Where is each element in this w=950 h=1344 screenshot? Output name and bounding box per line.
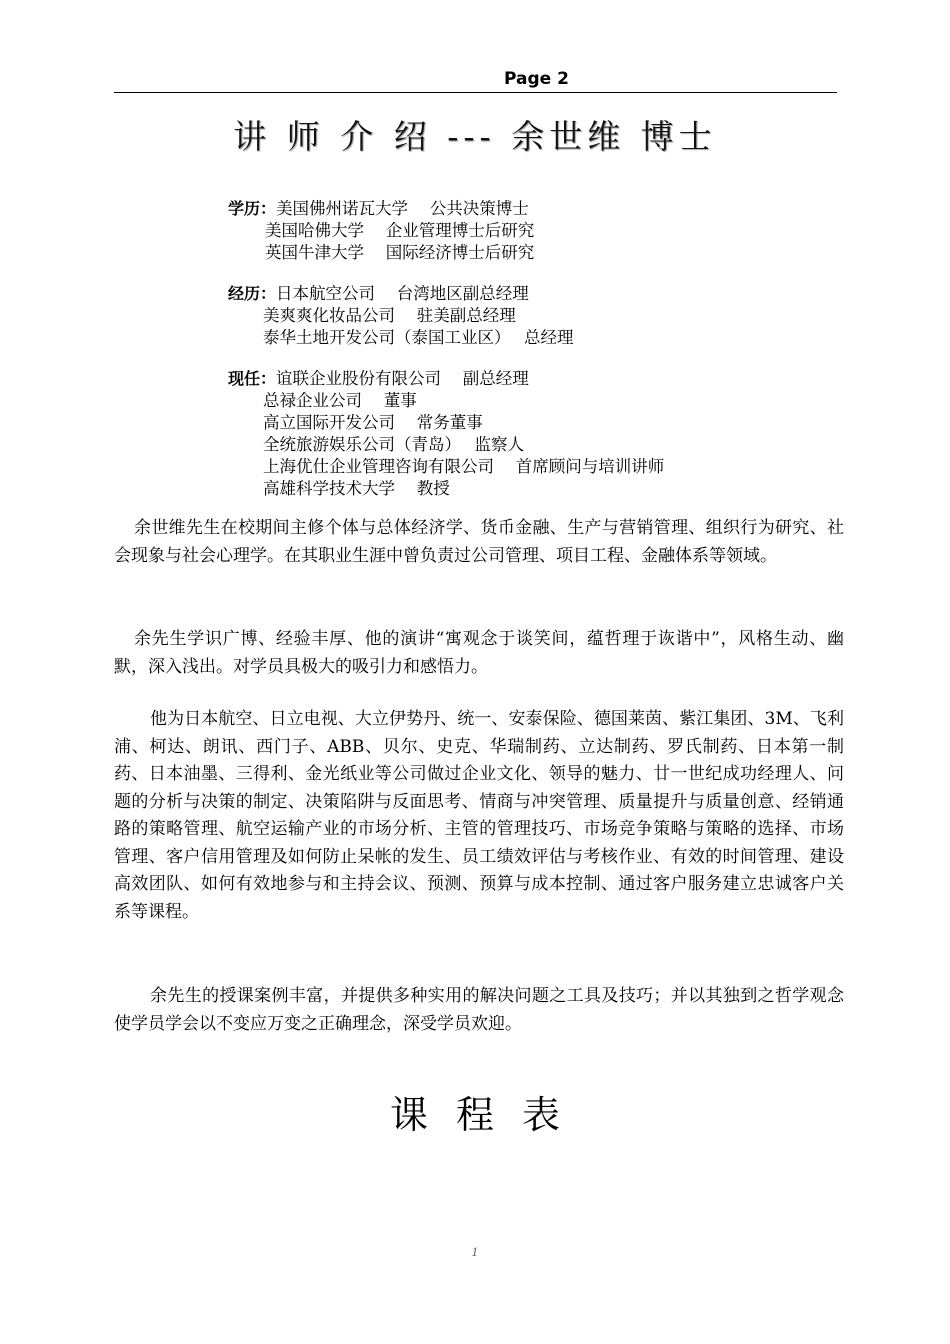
current-item: 上海优仕企业管理咨询有限公司 首席顾问与培训讲师 (263, 457, 665, 476)
education-label: 学历： (228, 199, 277, 218)
bio-paragraph: 余世维先生在校期间主修个体与总体经济学、货币金融、生产与营销管理、组织行为研究、社会现象与社会心理学。在其职业生涯中曾负责过公司管理、项目工程、金融体系等领域。 (114, 518, 844, 566)
course-schedule-heading: 课程表 (389, 1093, 588, 1137)
bio-paragraph: 余先生学识广博、经验丰厚、他的演讲“寓观念于谈笑间，蕴哲理于诙谐中”，风格生动、幽默，深入浅出。对学员具极大的吸引力和感悟力。 (114, 629, 844, 677)
current-item: 全统旅游娱乐公司（青岛） 监察人 (263, 435, 524, 454)
education-block (228, 198, 534, 264)
bio-paragraph: 余先生的授课案例丰富，并提供多种实用的解决问题之工具及技巧；并以其独到之哲学观念使学员学会以不变应万变之正确理念，深受学员欢迎。 (114, 986, 844, 1034)
experience-item: 泰华土地开发公司（泰国工业区） 总经理 (263, 328, 574, 347)
current-item: 高立国际开发公司 常务董事 (263, 413, 483, 432)
experience-row (228, 283, 574, 305)
page-header (114, 66, 837, 93)
current-item: 总禄企业公司 董事 (263, 391, 417, 410)
page-number: Page 2 (504, 69, 569, 89)
current-label: 现任： (228, 369, 277, 388)
footer-page-mark: 1 (471, 1246, 479, 1259)
clients-paragraph: 他为日本航空、日立电视、大立伊势丹、统一、安泰保险、德国莱茵、紫江集团、3M、飞利浦、柯达、朗讯、西门子、ABB、贝尔、史克、华瑞制药、立达制药、罗氏制药、日本第一制药、日本油墨、三得利、金光纸业等公司做过企业文化、领导的魅力、廿一世纪成功经理人、问题的分析与决策的制定、决策陷阱与反面思考、情商与冲突管理、质量提升与质量创意、经销通路的策略管理、航空运输产业的市场分析、主管的管理技巧、市场竞争策略与策略的选择、市场管理、客户信用管理及如何防止呆帐的发生、员工绩效评估与考核作业、有效的时间管理、建设高效团队、如何有效地参与和主持会议、预测、预算与成本控制、通过客户服务建立忠诚客户关系等课程。 (114, 709, 844, 922)
current-row (228, 368, 664, 390)
lecturer-title: 讲 师 介 绍 --- 余世维 博士 (233, 117, 717, 156)
current-item: 谊联企业股份有限公司 副总经理 (276, 369, 529, 388)
education-item: 英国牛津大学 国际经济博士后研究 (265, 243, 535, 262)
education-item: 美国哈佛大学 企业管理博士后研究 (265, 221, 535, 240)
experience-label: 经历： (228, 284, 277, 303)
course-schedule-title (0, 1090, 950, 1140)
experience-block (228, 283, 574, 349)
experience-item: 日本航空公司 台湾地区副总经理 (276, 284, 529, 303)
experience-item: 美爽爽化妆品公司 驻美副总经理 (263, 306, 516, 325)
current-item: 高雄科学技术大学 教授 (263, 479, 450, 498)
education-item: 美国佛州诺瓦大学 公共决策博士 (276, 199, 529, 218)
current-block (228, 368, 664, 500)
education-row (228, 198, 534, 220)
